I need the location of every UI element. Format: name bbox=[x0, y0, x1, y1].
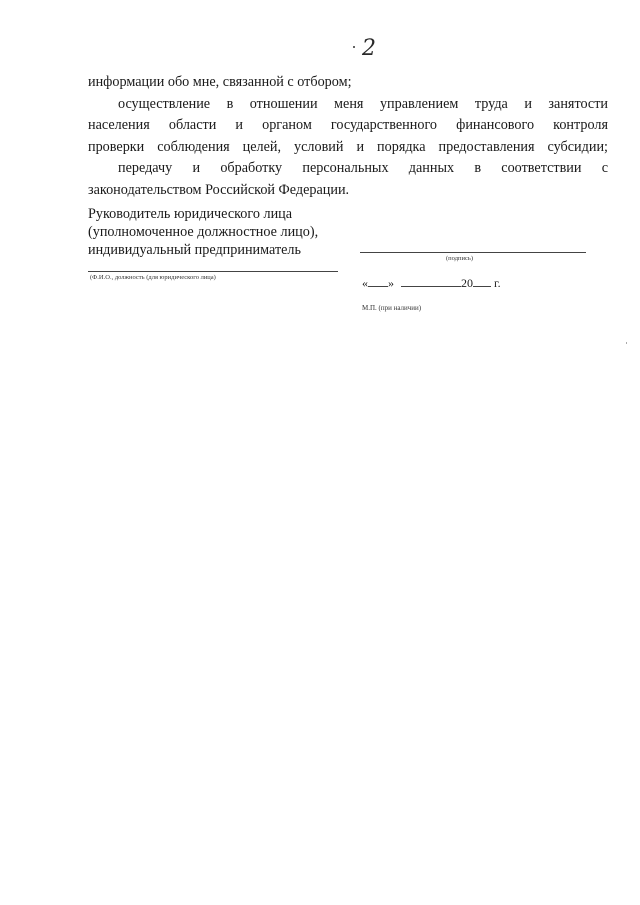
consent-text bbox=[88, 72, 608, 201]
signature-caption: (подпись) bbox=[446, 255, 473, 262]
date-day-blank bbox=[368, 276, 388, 287]
stamp-caption: М.П. (при наличии) bbox=[362, 304, 422, 312]
date-year-blank bbox=[473, 276, 491, 287]
text-line-1: информации обо мне, связанной с отбором; bbox=[88, 74, 352, 90]
handwritten-page-number: 2 bbox=[362, 36, 376, 61]
ink-dot bbox=[353, 46, 355, 48]
date-close-quote: » bbox=[388, 276, 394, 290]
date-open-quote: « bbox=[362, 276, 368, 290]
signer-line-2: (уполномоченное должностное лицо), bbox=[88, 224, 319, 240]
text-line-6: законодательством Российской Федерации. bbox=[88, 181, 350, 198]
date-year-suffix: г. bbox=[494, 276, 501, 290]
date-field bbox=[362, 276, 501, 291]
text-line-5: передачу и обработку персональных данных в соответствии с bbox=[118, 160, 608, 176]
signer-title bbox=[88, 205, 318, 259]
scan-speck bbox=[626, 342, 627, 344]
signer-line-3: индивидуальный предприниматель bbox=[88, 242, 301, 258]
text-line-4: проверки соблюдения целей, условий и порядка предоставления субсидии; bbox=[88, 138, 608, 155]
signature-line bbox=[360, 252, 586, 253]
signer-line-1: Руководитель юридического лица bbox=[88, 206, 293, 222]
name-line bbox=[88, 271, 338, 272]
text-line-2: осуществление в отношении меня управлением труда и занятости bbox=[118, 95, 608, 112]
text-line-3: населения области и органом государственного финансового контроля bbox=[88, 117, 608, 133]
date-year-prefix: 20 bbox=[461, 276, 473, 290]
date-month-blank bbox=[401, 276, 461, 287]
name-caption: (Ф.И.О., должность (для юридического лица) bbox=[90, 274, 216, 281]
